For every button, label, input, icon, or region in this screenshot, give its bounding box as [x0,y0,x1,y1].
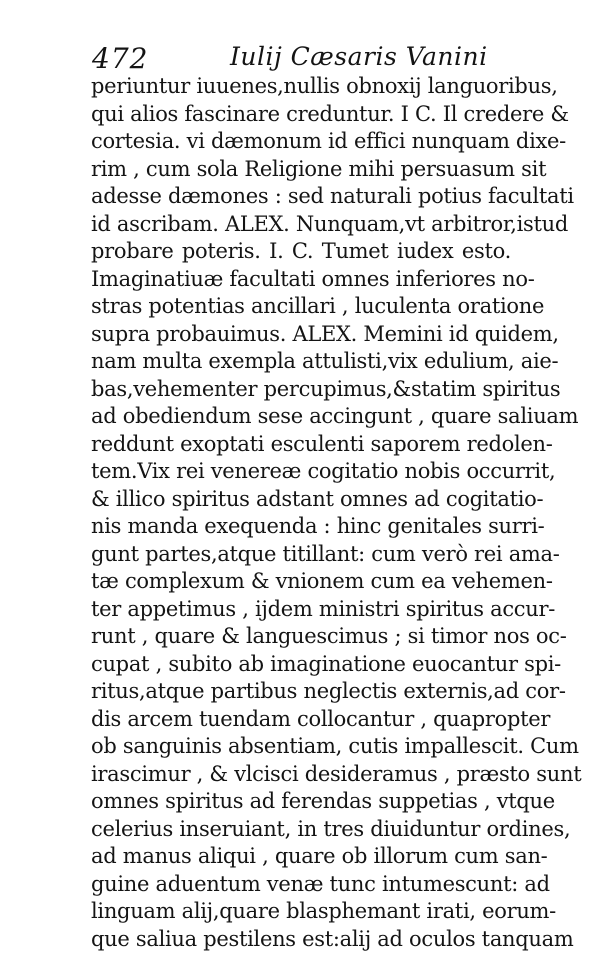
text-line: supra probauimus. ALEX. Memini id quidem, [91,321,511,349]
body-text [91,73,511,953]
page-number: 472 [92,42,148,75]
text-line: adesse dæmones : sed naturali potius facultati [91,183,511,211]
text-line: gunt partes,atque titillant: cum verò rei ama- [91,541,511,569]
text-line: que saliua pestilens est:alij ad oculos tanquam [91,926,511,953]
text-line: nis manda exequenda : hinc genitales surri- [91,513,511,541]
page-header [92,40,512,74]
text-line: Imaginatiuæ facultati omnes inferiores no- [91,266,511,294]
text-line: ob sanguinis absentiam, cutis impallescit. Cum [91,733,511,761]
text-line: irascimur , & vlcisci desideramus , præsto sunt [91,761,511,789]
text-line: nam multa exempla attulisti,vix edulium, aie- [91,348,511,376]
text-line: qui alios fascinare creduntur. I C. Il credere & [91,101,511,129]
text-line: ad obediendum sese accingunt , quare saliuam [91,403,511,431]
text-line: ter appetimus , ijdem ministri spiritus accur- [91,596,511,624]
text-line: ritus,atque partibus neglectis externis,ad cor- [91,678,511,706]
text-line: dis arcem tuendam collocantur , quapropter [91,706,511,734]
text-line: rim , cum sola Religione mihi persuasum sit [91,156,511,184]
text-line: bas,vehementer percupimus,&statim spiritus [91,376,511,404]
text-line: ad manus aliqui , quare ob illorum cum san- [91,843,511,871]
text-line: tæ complexum & vnionem cum ea vehemen- [91,568,511,596]
text-line: guine aduentum venæ tunc intumescunt: ad [91,871,511,899]
text-line: linguam alij,quare blasphemant irati, eorum- [91,898,511,926]
text-line: cortesia. vi dæmonum id effici nunquam dixe- [91,128,511,156]
text-line: omnes spiritus ad ferendas suppetias , vtque [91,788,511,816]
text-line: runt , quare & languescimus ; si timor nos oc- [91,623,511,651]
text-line: cupat , subito ab imaginatione euocantur spi- [91,651,511,679]
text-line: reddunt exoptati esculenti saporem redolen- [91,431,511,459]
text-line: periuntur iuuenes,nullis obnoxij languoribus, [91,73,511,101]
text-line: & illico spiritus adstant omnes ad cogitatio- [91,486,511,514]
running-head: Iulij Cæsaris Vanini [230,42,488,71]
text-line: id ascribam. ALEX. Nunquam,vt arbitror,istud [91,211,511,239]
text-line: tem.Vix rei venereæ cogitatio nobis occurrit, [91,458,511,486]
text-line: probare poteris. I. C. Tumet iudex esto. [91,238,511,266]
text-line: celerius inseruiant, in tres diuiduntur ordines, [91,816,511,844]
text-line: stras potentias ancillari , luculenta oratione [91,293,511,321]
